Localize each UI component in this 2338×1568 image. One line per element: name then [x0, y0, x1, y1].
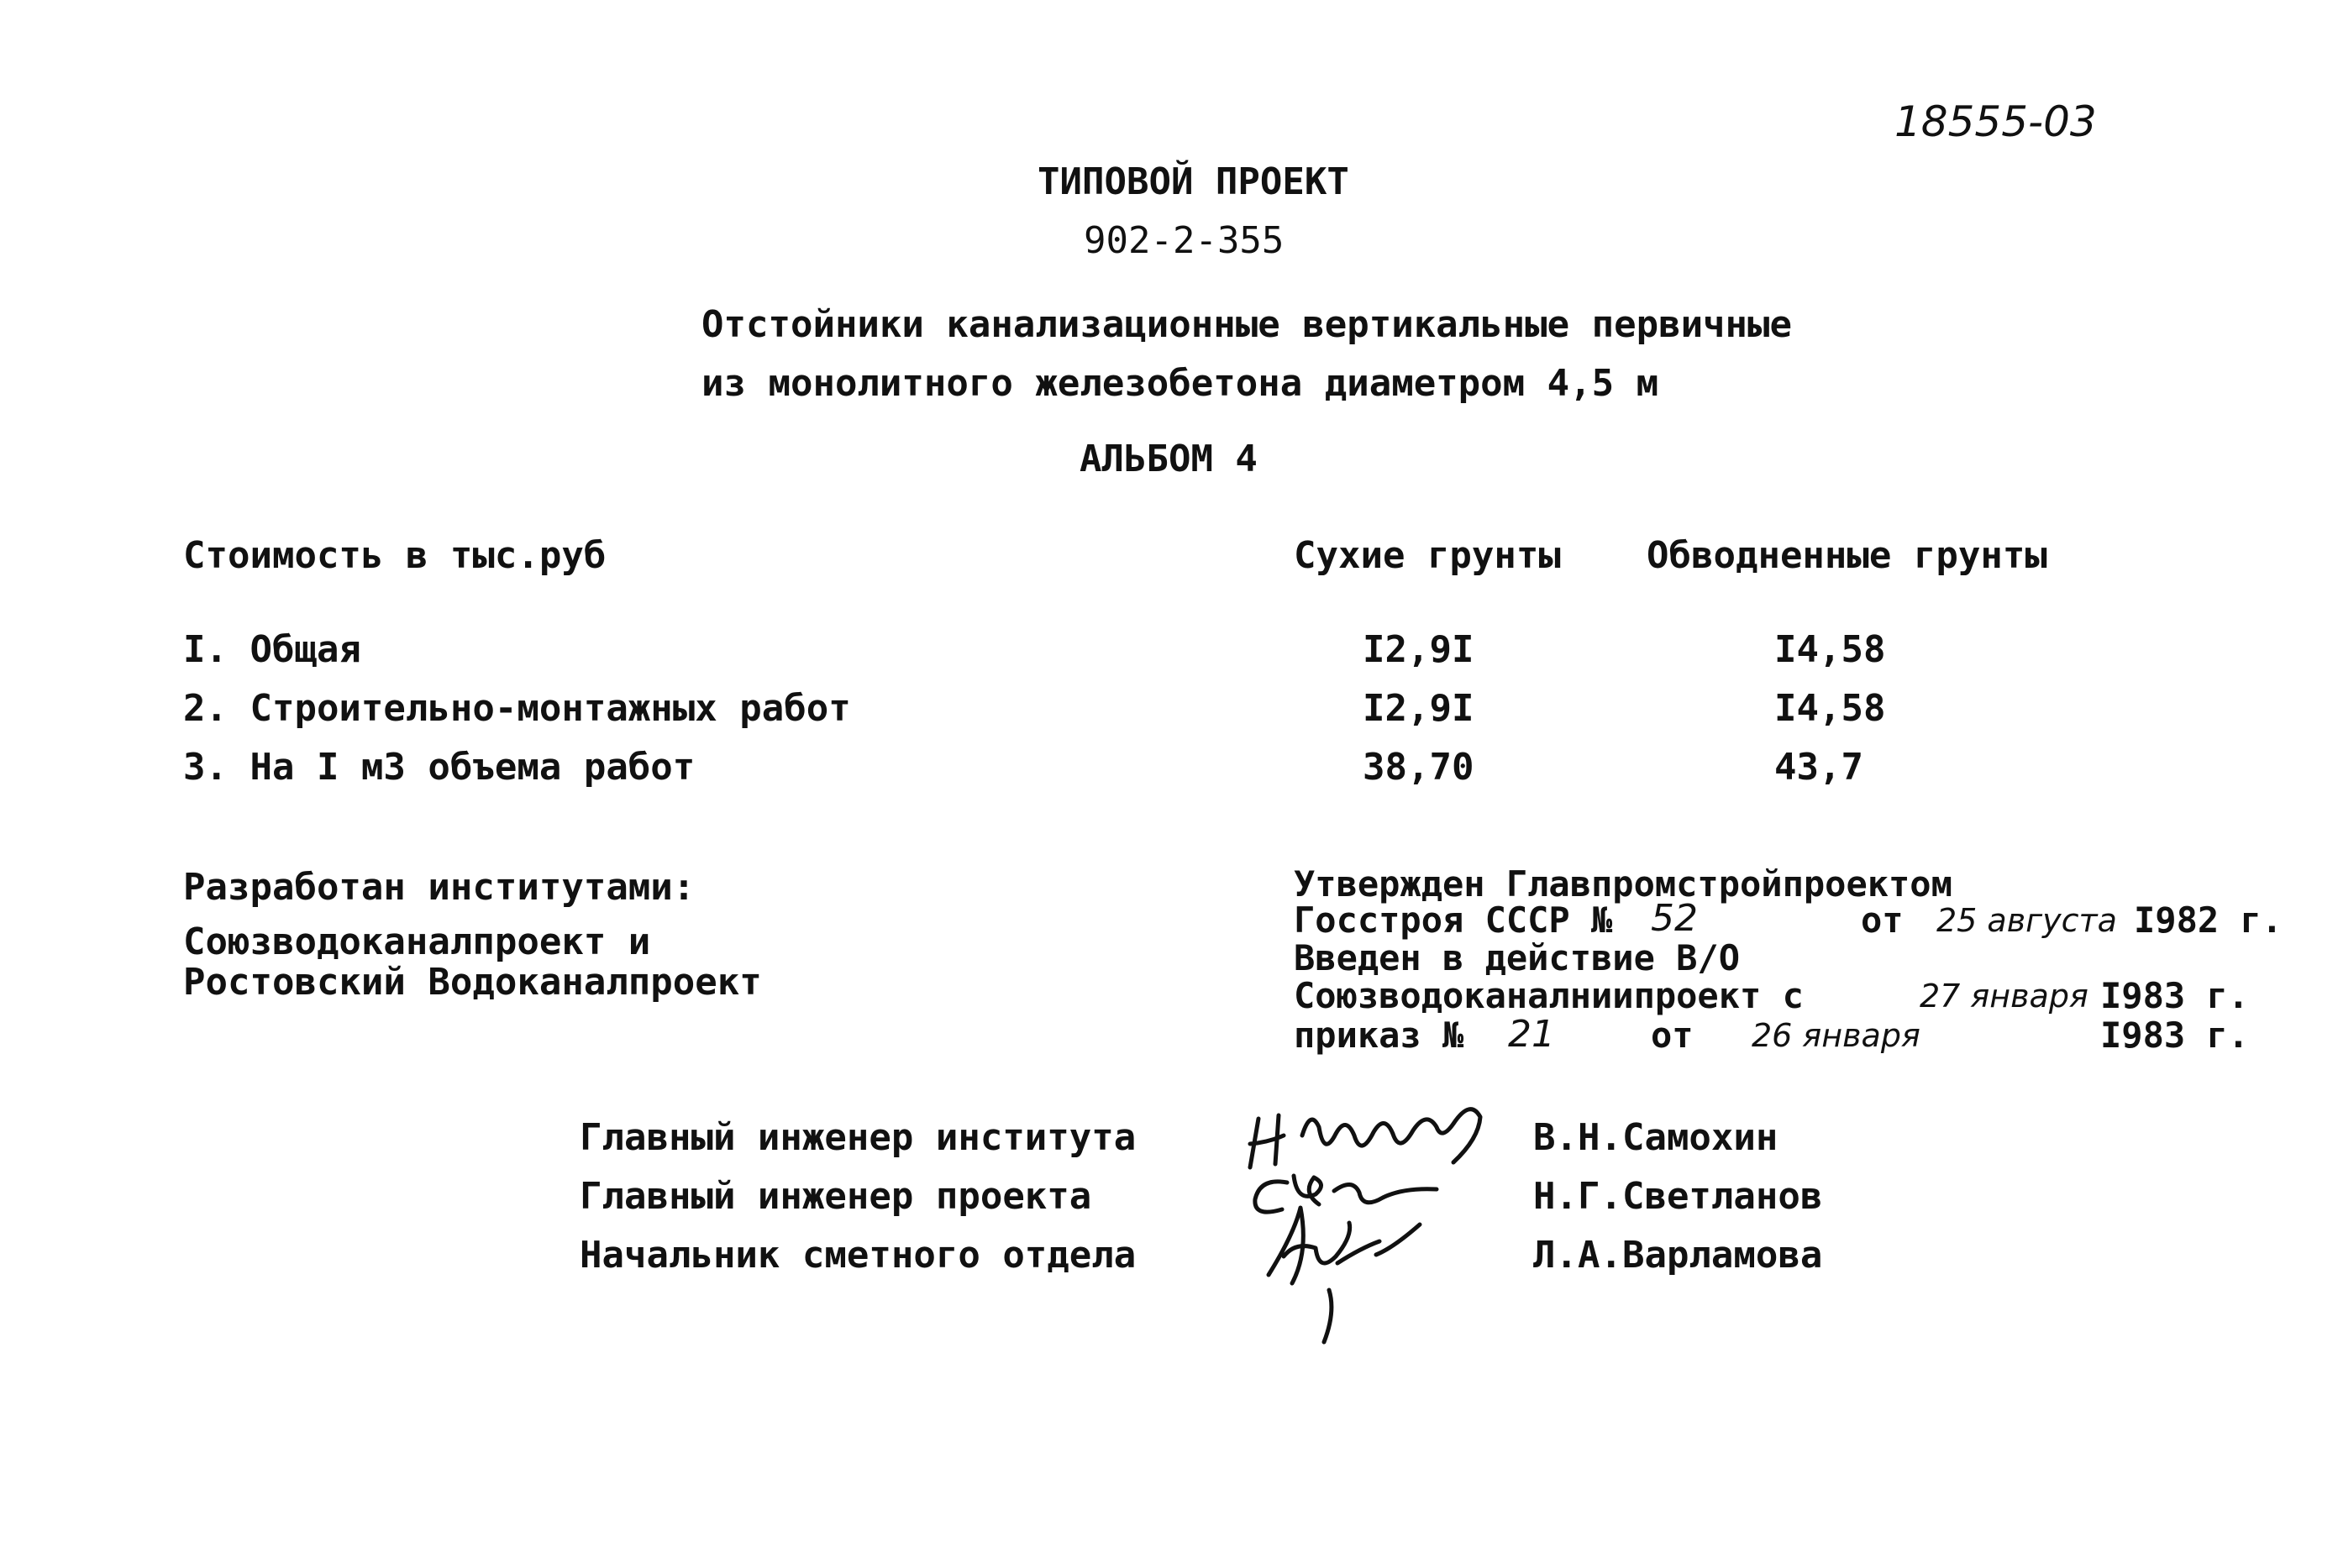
approved-line-3: Введен в действие В/О — [1294, 937, 1741, 978]
signature-name: Л.А.Варламова — [1533, 1234, 1823, 1277]
signature-role: Главный инженер института — [580, 1116, 1137, 1159]
cost-heading: Стоимость в тыс.руб — [183, 534, 607, 577]
signature-mark-2 — [1255, 1176, 1437, 1212]
approved-order-ot: от — [1651, 1015, 1694, 1056]
signature-role: Начальник сметного отдела — [580, 1234, 1137, 1277]
approved-order-year: I983 г. — [2100, 1015, 2250, 1056]
album-label: АЛЬБОМ 4 — [1080, 438, 1258, 480]
cost-row-label: 3. На I м3 объема работ — [183, 746, 696, 789]
cost-row-wet-value: I4,58 — [1774, 687, 1886, 730]
approved-gosstroy-ot: от — [1861, 899, 1904, 941]
document-type-label: ТИПОВОЙ ПРОЕКТ — [1038, 160, 1349, 203]
approved-soyuz-year: I983 г. — [2100, 975, 2250, 1016]
document-number: 18555-03 — [1894, 97, 2097, 146]
approved-gosstroy-number: 52 — [1651, 897, 1698, 940]
approved-soyuz-date: 27 января — [1920, 978, 2088, 1015]
developer-line-1: Союзводоканалпроект и — [183, 920, 651, 963]
cost-row-wet-value: I4,58 — [1774, 628, 1886, 671]
title-line-1: Отстойники канализационные вертикальные первичные — [701, 303, 1793, 346]
cost-row-wet-value: 43,7 — [1774, 746, 1863, 789]
cost-row-label: 2. Строительно-монтажных работ — [183, 687, 851, 730]
approved-gosstroy-prefix: Госстроя СССР № — [1294, 899, 1613, 941]
signature-name: В.Н.Самохин — [1533, 1116, 1778, 1159]
cost-row-dry-value: I2,9I — [1363, 687, 1474, 730]
column-header-wet: Обводненные грунты — [1647, 534, 2047, 577]
approved-order-prefix: приказ № — [1294, 1015, 1464, 1056]
signature-name: Н.Г.Светланов — [1533, 1175, 1823, 1218]
cost-row-dry-value: 38,70 — [1363, 746, 1474, 789]
approved-line-1: Утвержден Главпромстройпроектом — [1294, 863, 1952, 905]
developed-by-heading: Разработан институтами: — [183, 866, 696, 909]
signature-role: Главный инженер проекта — [580, 1175, 1092, 1218]
project-number: 902-2-355 — [1084, 219, 1285, 262]
signature-mark-3 — [1269, 1208, 1420, 1342]
cost-row-dry-value: I2,9I — [1363, 628, 1474, 671]
column-header-dry: Сухие грунты — [1294, 534, 1561, 577]
approved-soyuz-prefix: Союзводоканалниипроект с — [1294, 975, 1804, 1016]
title-line-2: из монолитного железобетона диаметром 4,5 м — [701, 362, 1659, 405]
cost-row-label: I. Общая — [183, 628, 361, 671]
approved-gosstroy-date: 25 августа — [1936, 902, 2117, 939]
approved-gosstroy-year: I982 г. — [2134, 899, 2283, 941]
approved-order-date: 26 января — [1752, 1017, 1920, 1054]
signature-mark-1 — [1250, 1109, 1480, 1167]
approved-order-number: 21 — [1508, 1013, 1555, 1056]
developer-line-2: Ростовский Водоканалпроект — [183, 961, 762, 1004]
handwritten-signatures — [1235, 1083, 1554, 1344]
